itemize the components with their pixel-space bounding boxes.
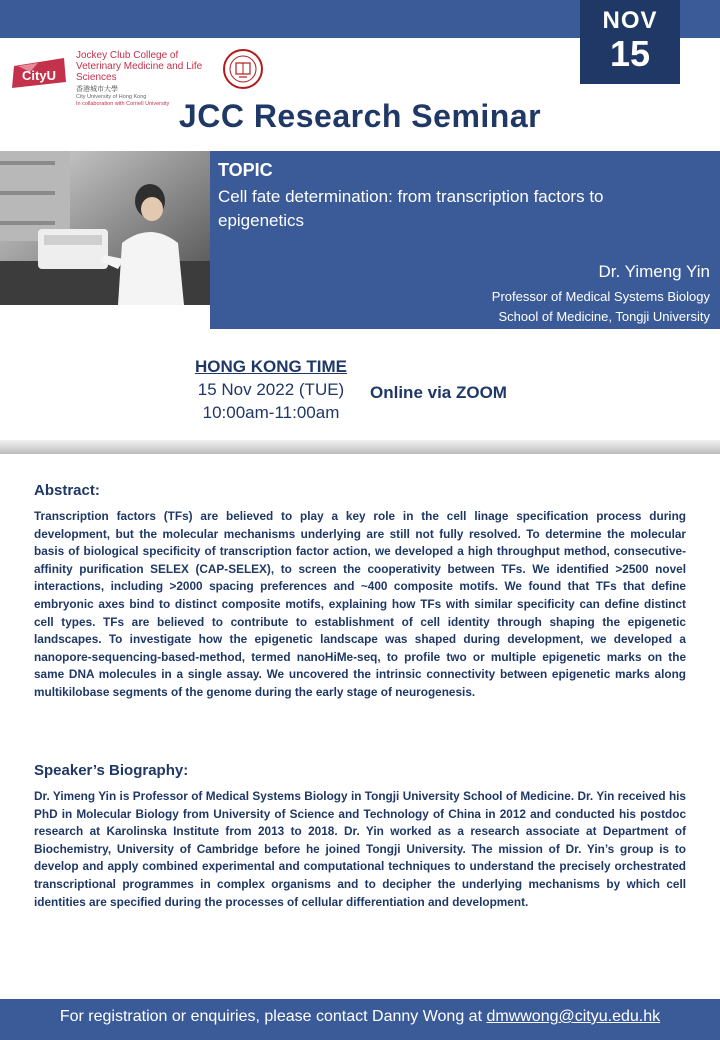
logo-area	[8, 48, 268, 107]
speaker-position: Professor of Medical Systems Biology	[491, 289, 710, 304]
topic-title: Cell fate determination: from transcription factors to epigenetics	[218, 187, 604, 230]
university-name: City University of Hong Kong	[76, 94, 147, 100]
lab-photo	[0, 151, 210, 305]
cityu-logo	[8, 54, 70, 90]
footer-text	[0, 1008, 720, 1026]
venue-label: Online via ZOOM	[370, 383, 507, 402]
footer-bar	[0, 999, 720, 1040]
topic-heading: TOPIC	[218, 160, 273, 180]
collaboration-note: In collaboration with Cornell University	[76, 101, 170, 107]
date-month: NOV	[602, 7, 658, 34]
schedule-block	[186, 356, 356, 424]
lab-photo-illustration	[0, 151, 210, 305]
speaker-name: Dr. Yimeng Yin	[598, 262, 710, 281]
abstract-text: Transcription factors (TFs) are believed to play a key role in the cell linage specification process during development, but the molecular mechanisms underlying are still not fully resolved. To determine the molecular basis of biological specificity of transcription factor action, we developed a high throughput method, consecutive-affinity purification SELEX (CAP-SELEX), to screen the cooperativity between TFs. We identified >2500 novel interactions, including >2000 spacing preferences and ~400 composite motifs. We found that TFs that define embryonic axes bind to distinct composite motifs, explaining how TFs with similar specificity can define distinct cell types. TFs are believed to contribute to establishment of cell identity through shaping the epigenetic landscapes. To investigate how the epigenetic landscape was shaped during development, we developed a nanopore-sequencing-based-method, termed nanoHiMe-seq, to profile two or multiple epigenetic marks on the same DNA molecules in a single assay. We uncovered the intrinsic connectivity between epigenetic marks along multikilobase segments of the genome during the early stage of neurogenesis.	[34, 509, 686, 699]
page-title: JCC Research Seminar	[178, 98, 542, 134]
abstract-heading: Abstract:	[34, 482, 100, 499]
speaker-affiliation	[492, 287, 710, 327]
topic-panel	[210, 151, 720, 329]
schedule-date: 15 Nov 2022 (TUE)	[197, 380, 345, 399]
schedule-time: 10:00am-11:00am	[202, 403, 340, 422]
biography-text: Dr. Yimeng Yin is Professor of Medical Systems Biology in Tongji University School of Medicine. Dr. Yin received his PhD in Molecular Biology from University of Science and Technology of China in 2012 and conducted his postdoc research at Karolinska Institute from 2013 to 2018. Dr. Yin worked as a research associate at Department of Biochemistry, University of Cambridge before he joined Tongji University. The mission of Dr. Yin’s group is to develop and apply combined experimental and computational techniques to understand the precisely orchestrated transcriptional programmes in complex organisms and to decipher the underlying mechanisms by which cell identities are specified during the processes of cellular differentiation and development.	[34, 789, 686, 909]
contact-email-link[interactable]: dmwwong@cityu.edu.hk	[486, 1008, 661, 1025]
schedule-heading: HONG KONG TIME	[194, 357, 348, 376]
date-day: 15	[609, 33, 651, 74]
cornell-seal-icon	[222, 48, 264, 90]
college-name-zh: 香港城市大學	[76, 86, 118, 93]
section-divider	[0, 440, 720, 454]
cityu-logo-text: CityU	[22, 68, 56, 83]
date-badge	[580, 0, 680, 84]
speaker-school: School of Medicine, Tongji University	[498, 309, 710, 324]
footer-contact-text: For registration or enquiries, please contact Danny Wong at	[59, 1008, 483, 1025]
college-name: Jockey Club College of Veterinary Medicine and Life Sciences	[76, 50, 203, 83]
biography-heading: Speaker’s Biography:	[34, 762, 189, 779]
